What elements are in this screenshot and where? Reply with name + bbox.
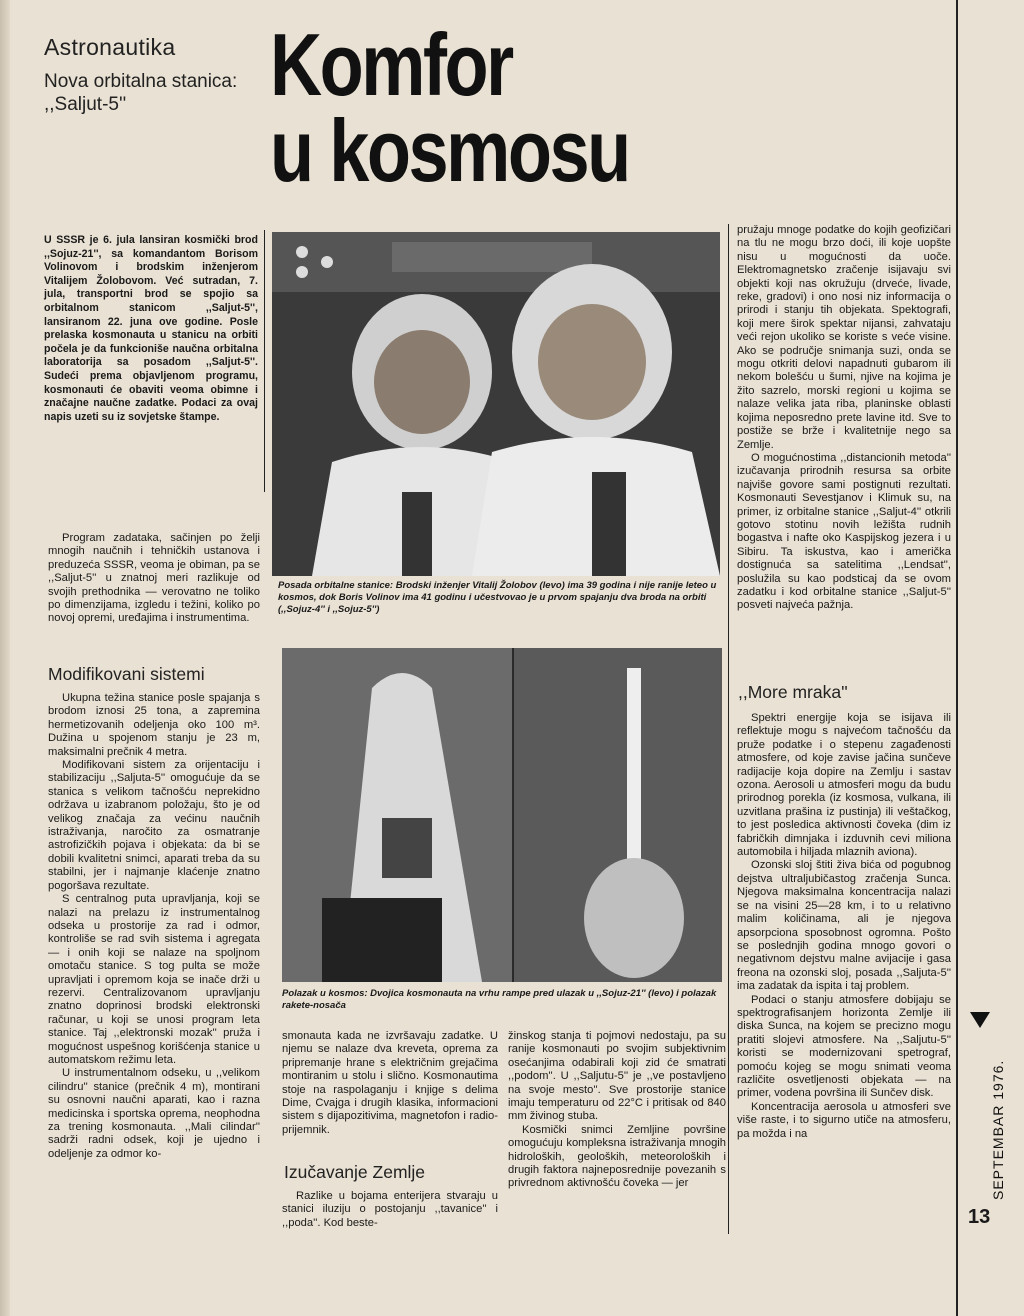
crew-photo-illustration	[272, 232, 720, 576]
column-divider	[728, 224, 729, 1234]
paragraph: pružaju mnoge podatke do kojih geofizičari na tlu ne mogu brzo doći, ili koje uopšte nisu u mogućnosti da uoče. Elektromagnetsko zračenje isijavaju svi objekti koji nas okružuju (drveće, livade, reke, gradovi) i ono nosi niz informacija o prirodi i stanju tih objekata. Spektografi, koji mere širok spektar nijansi, zahvataju veći rejon ukoliko se koriste s veće visine. Ako se područje snimanja suzi, onda se mogu otkriti delovi napadnuti gubarom ili nekom bolešću u šumi, njive na kojima je žito sazrelo, morski regioni u kojima se nalaze velika jata riba, planinske oblasti kojima neposredno prete lavine itd. Sve to postiže se brže i kvalitetnije nego sa Zemlje.	[737, 224, 951, 451]
crew-photo-caption: Posada orbitalne stanice: Brodski inženjer Vitalij Žolobov (levo) ima 39 godina i nije ranije leteo u kosmos, dok Boris Volinov ima 41 godinu i učestvovao je u prvom spajanju dva broda na orbiti (,,Sojuz-4'' i ,,Sojuz-5'')	[278, 580, 717, 615]
headline	[270, 15, 647, 200]
headline-line-2: u kosmosu	[270, 101, 629, 200]
paragraph: U instrumentalnom odseku, u ,,velikom cilindru'' stanice (prečnik 4 m), montirani su osnovni naučni aparati, kao i razna medicinska i sportska oprema, neophodna za trening kosmonauta. ,,Mali cilindar'' sadrži radni odsek, koji je ujedno i odeljenje za odmor ko-	[48, 1067, 260, 1160]
crew-photo	[272, 232, 720, 576]
section-heading-earth-study: Izučavanje Zemlje	[284, 1162, 426, 1182]
column-1-intro	[48, 532, 260, 626]
paragraph: smonauta kada ne izvršavaju zadatke. U njemu se nalaze dva kreveta, oprema za pripremanje hrane s električnim grejačima montiranim u stolu i slično. Kosmonautima stoje na raspolaganju i knjige s delima Dime, Cvajga i drugih klasika, informacioni sistem s dijapozitivima, magnetofon i radio-prijemnik.	[282, 1030, 498, 1136]
paragraph: Spektri energije koja se isijava ili reflektuje mogu s najvećom tačnošću da pruže podatke i o stepenu zagađenosti atmosfere, od koje zavise jačina sunčeve radijacije koja dopire na Zemlju i sastav ozona. Aerosoli u atmosferi mogu da budu prirodnog porekla (iz kosmosa, vulkana, ili uzvitlana prašina iz pustinja) ili veštačkog, to jest posledica aktivnosti čoveka (dim iz fabričkih dimnjaka i izduvnih cevi miliona automobila i hiljada mlaznih aviona).	[737, 712, 951, 859]
column-2-body	[282, 1030, 498, 1137]
paragraph: Koncentracija aerosola u atmosferi sve više raste, i to sigurno utiče na atmosferu, pa možda i na	[737, 1100, 951, 1140]
headline-line-1: Komfor	[270, 15, 512, 114]
lead-paragraph: U SSSR je 6. jula lansiran kosmički brod ,,Sojuz-21'', sa komandantom Borisom Volinovom i brodskim inženjerom Vitalijem Žolobovom. Već sutradan, 7. jula, transportni brod se spojio sa orbitalnom stanicom ,,Saljut-5'', lansiranom 22. juna ove godine. Posle prelaska kosmonauta u stanicu na orbiti počela je da funkcioniše naučna orbitalna laboratorija sa posadom ,,Saljut-5''. Sudeći prema objavljenom programu, kosmonauti će obaviti veoma obimne i značajne naučne zadatke. Podaci za ovaj napis uzeti su iz sovjetske štampe.	[44, 234, 258, 423]
column-4-body	[737, 224, 951, 613]
margin-rule	[956, 0, 958, 1316]
page-number: 13	[968, 1206, 991, 1228]
paragraph: O mogućnostima ,,distancionih metoda'' izučavanja prirodnih resursa sa orbite najviše govore sami postignuti rezultati. Kosmonauti Sevestjanov i Klimuk su, na primer, iz orbitalne stanice ,,Saljut-4'' otkrili gotovo stotinu novih ležišta rudnih bogastva i nafte oko Kaspijskog jezera i u Sibiru. Ta iskustva, kao i američka dostignuća sa satelitima ,,Lendsat'', poslužila su kao podsticaj da se ovom zadatku i kod orbitalne stanice ,,Saljut-5'' posveti najveća pažnja.	[737, 451, 951, 612]
paragraph: Ozonski sloj štiti živa bića od pogubnog dejstva ultraljubičastog zračenja Sunca. Njegova maksimalna koncentracija nalazi se na visini 25—28 km, i to u relativno malim količinama, ali je njegova apsorpciona sposobnost ogromna. Pošto se poslednjih godina mnogo govori o negativnom dejstvu malne avijacije i gasa freona na ozonski sloj, posada ,,Saljuta-5'' ima zadatak da ispita i taj problem.	[737, 859, 951, 993]
column-2-body-continued	[282, 1190, 498, 1230]
continue-arrow-icon	[970, 1012, 990, 1028]
launch-photo-illustration	[282, 648, 722, 982]
article-subtitle	[44, 70, 237, 116]
issue-date: SEPTEMBAR 1976.	[990, 1059, 1006, 1200]
section-heading-sea-of-darkness: ,,More mraka''	[738, 682, 848, 702]
launch-photo-caption: Polazak u kosmos: Dvojica kosmonauta na vrhu rampe pred ulazak u ,,Sojuz-21'' (levo) i polazak raketе-nosača	[282, 988, 717, 1011]
paragraph: Podaci o stanju atmosfere dobijaju se spektrografisanjem horizonta Zemlje ili diska Sunca, na kojem se precizno mogu pratiti slojevi atmosfere. Na ,,Saljutu-5'' koristi se modernizovani spetrograf, pomoću kojeg se mogu snimati veoma različite osvetljenosti objekata — na primer, vodena površina ili Sunčev disk.	[737, 993, 951, 1100]
column-3-body	[508, 1030, 726, 1191]
subtitle-line-2: ,,Saljut-5''	[44, 94, 127, 115]
paragraph: S centralnog puta upravljanja, koji se nalazi na prelazu iz instrumentalnog odseka u prostorije za rad i odmor, kontroliše se rad svih sistema i agregata — i onih koji se nalaze na spoljnom omotaču stanice. S tog pulta se može upravljati i opremom koja se inače drži u rezervi. Centralizovanom upravljanju znatno doprinosi brodski elektronski računar, u koji se unosi program leta stanice. Taj ,,elektronski mozak'' pruža i mogućnost uspešnog korišćenja stanice u automatskom režimu leta.	[48, 893, 260, 1066]
page-edge	[0, 0, 10, 1316]
paragraph: Razlike u bojama enterijera stvaraju u stanici iluziju o postojanju ,,tavanice'' i ,,poda''. Kod beste-	[282, 1190, 498, 1229]
paragraph: Program zadataka, sačinjen po želji mnogih naučnih i tehničkih ustanova i preduzeća SSSR, veoma je obiman, pa se ,,Saljut-5'' u znatnoj meri razlikuje od svojih prethodnika — verovatno ne toliko po dimenzijama, izgledu i težini, koliko po novoj opremi, uređajima i instrumentima.	[48, 532, 260, 625]
paragraph: Ukupna težina stanice posle spajanja s brodom iznosi 25 tona, a zapremina hermetizovanih odeljenja oko 100 m³. Dužina u spojenom stanju je 23 m, maksimalni prečnik 4 metra.	[48, 692, 260, 758]
section-heading-modified-systems: Modifikovani sistemi	[48, 664, 205, 684]
column-4-body-continued	[737, 712, 951, 1141]
paragraph: žinskog stanja ti pojmovi nedostaju, pa su ranije kosmonauti po svojim subjektivnim osećanjima odabirali koji zid će smatrati ,,podom''. U ,,Saljutu-5'' je ,,ve postavljeno na svoje mesto''. Sve prostorije stanice imaju temperaturu od 22°C i pritisak od 840 mm živinog stuba.	[508, 1030, 726, 1123]
paragraph: Kosmički snimci Zemljine površine omogućuju kompleksna istraživanja mnogih hidroloških, geoloških, meteoroloških i drugih faktora najneposrednije povezanih s privrednom aktivnošću čoveka — jer	[508, 1123, 726, 1190]
column-1-body	[48, 692, 260, 1161]
subtitle-line-1: Nova orbitalna stanica:	[44, 71, 238, 92]
section-kicker: Astronautika	[44, 34, 176, 60]
lead-divider	[264, 230, 265, 492]
paragraph: Modifikovani sistem za orijentaciju i stabilizaciju ,,Saljuta-5'' omogućuje da se stanica s velikom tačnošću neprekidno održava u izabranom položaju, što je od velikog značaja za većinu naučnih istraživanja, naročito za osmatranje astrofizičkih pojava i objekata: da bi se dobili kvalitetni snimci, aparati treba da su stabilni, jer i najmanje klaćenje znatno pogoršava rezultate.	[48, 759, 260, 892]
launch-photo	[282, 648, 722, 982]
